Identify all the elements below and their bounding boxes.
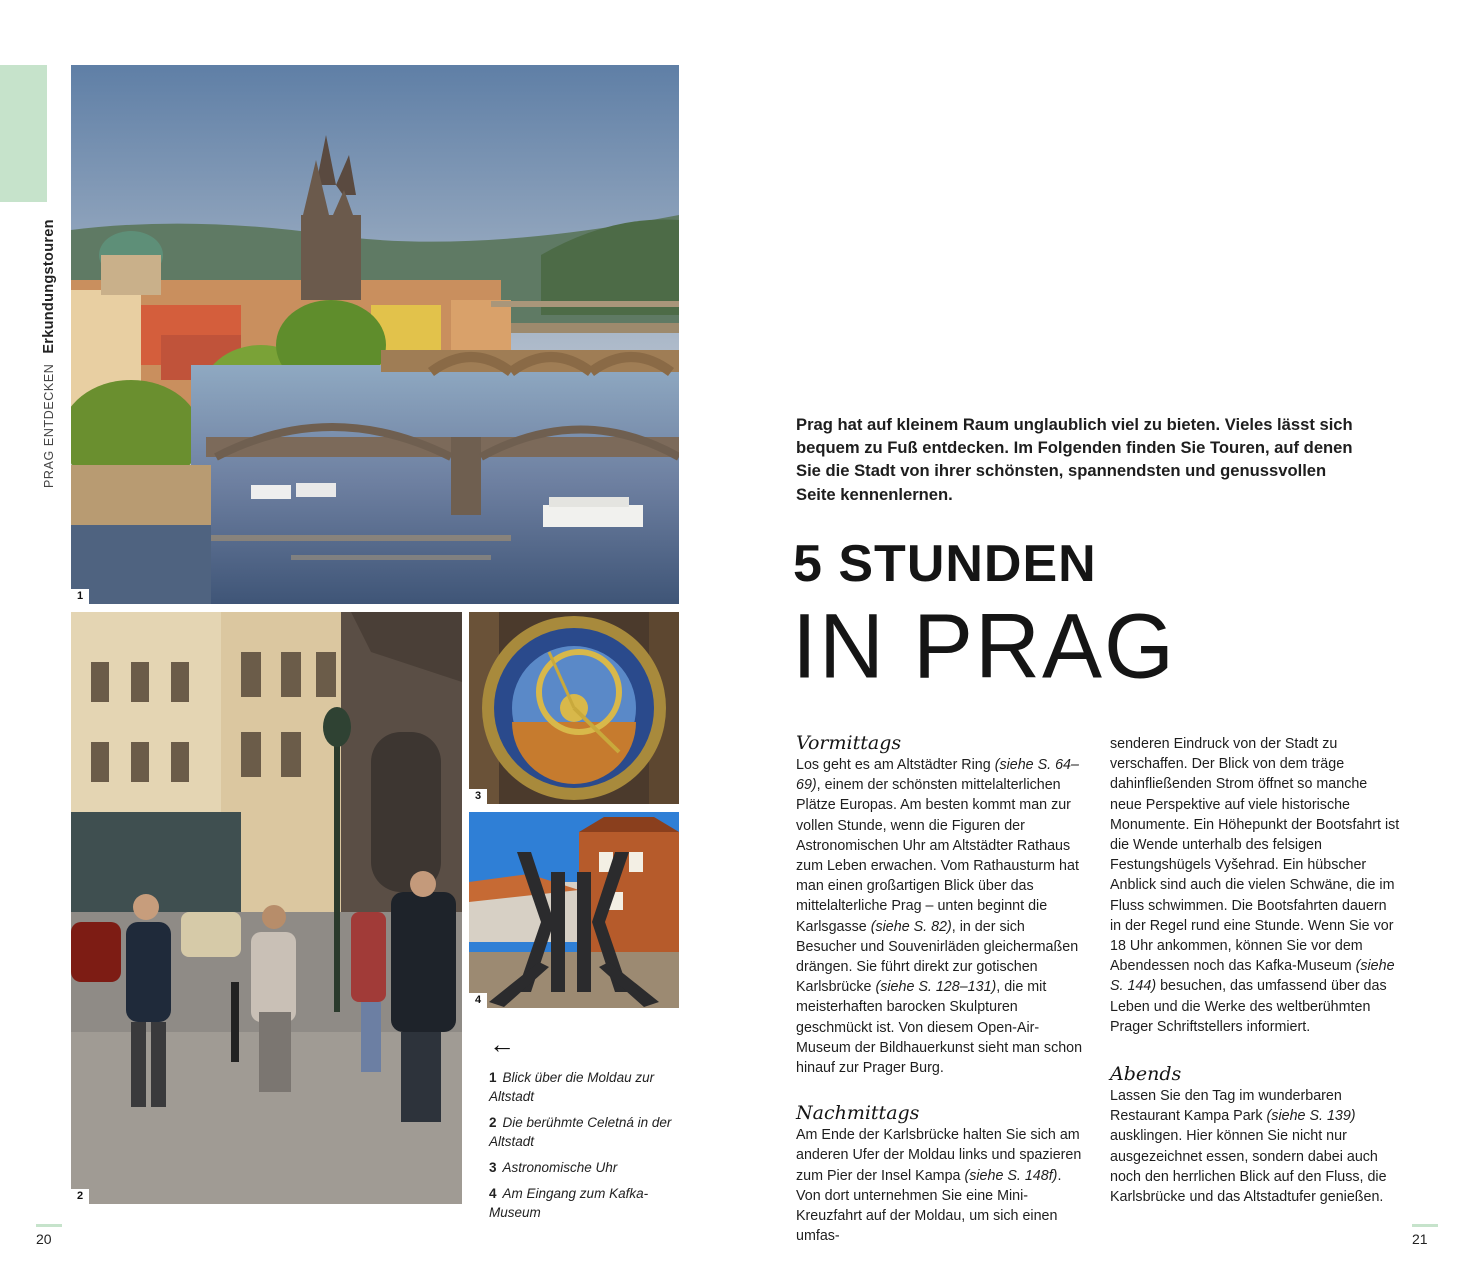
- arrow-left-icon: ←: [489, 1029, 515, 1059]
- chapter-tab: [0, 65, 47, 202]
- caption-item: 2 Die berühmte Celetná in der Altstadt: [489, 1115, 672, 1149]
- chapter-label: Erkundungstouren: [41, 219, 57, 354]
- intro-paragraph: Prag hat auf kleinem Raum unglaublich viel zu bieten. Vieles lässt sich bequem zu Fuß entdecken. Im Folgenden finden Sie Touren, auf denen Sie die Stadt von ihrer schönsten, spannendsten und genussvollen Seite kennenlernen.: [796, 415, 1353, 504]
- section-body: Los geht es am Altstädter Ring (siehe S. 64–69), einem der schönsten mittelalterlichen Plätze Europas. Am besten kommt man zur vollen Stunde, wenn die Figuren der Astronomischen Uhr am Altstädter Rathaus zum Leben erwachen. Vom Rathausturm hat man einen großartigen Blick über das mittelalterliche Prag – unten beginnt die Karlsgasse (siehe S. 82), in der sich Besucher und Souvenirläden gleichermaßen drängen. Sie führt direkt zur gotischen Karlsbrücke (siehe S. 128–131), die mit meisterhaften barocken Skulpturen geschmückt ist. Von diesem Open-Air-Museum der Bildhauerkunst sieht man schon hinauf zur Prager Burg.: [796, 757, 1083, 1077]
- section-body-continued: senderen Eindruck von der Stadt zu verschaffen. Der Blick von dem träge dahinfließenden Strom öffnet so manche neue Perspektive auf viele historische Monumente. Ein Höhepunkt der Bootsfahrt ist die Wende unterhalb des felsigen Festungshügels Vyšehrad. Ein hübscher Anblick sind auch die vielen Schwäne, die im Fluss schwimmen. Die Bootsfahrten dauern in der Regel rund eine Stunde. Wenn Sie vor 18 Uhr ankommen, können Sie vor dem Abendessen noch das Kafka-Museum (siehe S. 144) besuchen, das umfassend über das Leben und die Werke des weltberühmten Prager Schriftstellers informiert.: [1110, 736, 1400, 1035]
- section-abends: [1110, 1063, 1400, 1207]
- section-heading: Vormittags: [796, 732, 902, 754]
- section-heading: Abends: [1110, 1063, 1182, 1086]
- photo-kafka-museum: [469, 812, 679, 1008]
- page-number: 21: [1412, 1231, 1428, 1247]
- text-column-left: [796, 732, 1086, 1246]
- text-column-right: [1110, 734, 1400, 1207]
- caption-item: 1 Blick über die Moldau zur Altstadt: [489, 1070, 655, 1104]
- photo-celetna-street: [71, 612, 462, 1204]
- section-vormittags: [796, 732, 1086, 1078]
- section-heading: Nachmittags: [796, 1102, 920, 1125]
- photo-number: 3: [469, 789, 487, 804]
- photo-number: 4: [469, 993, 487, 1008]
- photo-vltava-bridges: [71, 65, 679, 604]
- page-number-left: [36, 1224, 62, 1247]
- running-header: [41, 219, 57, 488]
- page-title-line-2: IN PRAG: [792, 595, 1177, 698]
- folio-bar: [36, 1224, 62, 1227]
- page-title-line-1: 5 STUNDEN: [793, 535, 1097, 593]
- caption-item: 4 Am Eingang zum Kafka-Museum: [489, 1186, 649, 1220]
- section-label: PRAG ENTDECKEN: [42, 363, 56, 488]
- caption-item: 3 Astronomische Uhr: [489, 1160, 618, 1175]
- photo-captions: [489, 1029, 674, 1229]
- page-number-right: [1412, 1224, 1438, 1247]
- photo-astronomical-clock: [469, 612, 679, 804]
- section-body: Am Ende der Karlsbrücke halten Sie sich am anderen Ufer der Moldau links und spazieren zum Pier der Insel Kampa (siehe S. 148f). Von dort unternehmen Sie eine Mini-Kreuzfahrt auf der Moldau, um sich einen umfas-: [796, 1127, 1082, 1245]
- section-body: Lassen Sie den Tag im wunderbaren Restaurant Kampa Park (siehe S. 139) ausklingen. Hier können Sie nicht nur ausgezeichnet essen, sondern dabei auch noch den herrlichen Blick auf den Fluss, die Karlsbrücke und das Altstadtufer genießen.: [1110, 1088, 1387, 1206]
- page-number: 20: [36, 1231, 52, 1247]
- section-nachmittags: [796, 1102, 1086, 1246]
- photo-number: 1: [71, 589, 89, 604]
- photo-number: 2: [71, 1189, 89, 1204]
- folio-bar: [1412, 1224, 1438, 1227]
